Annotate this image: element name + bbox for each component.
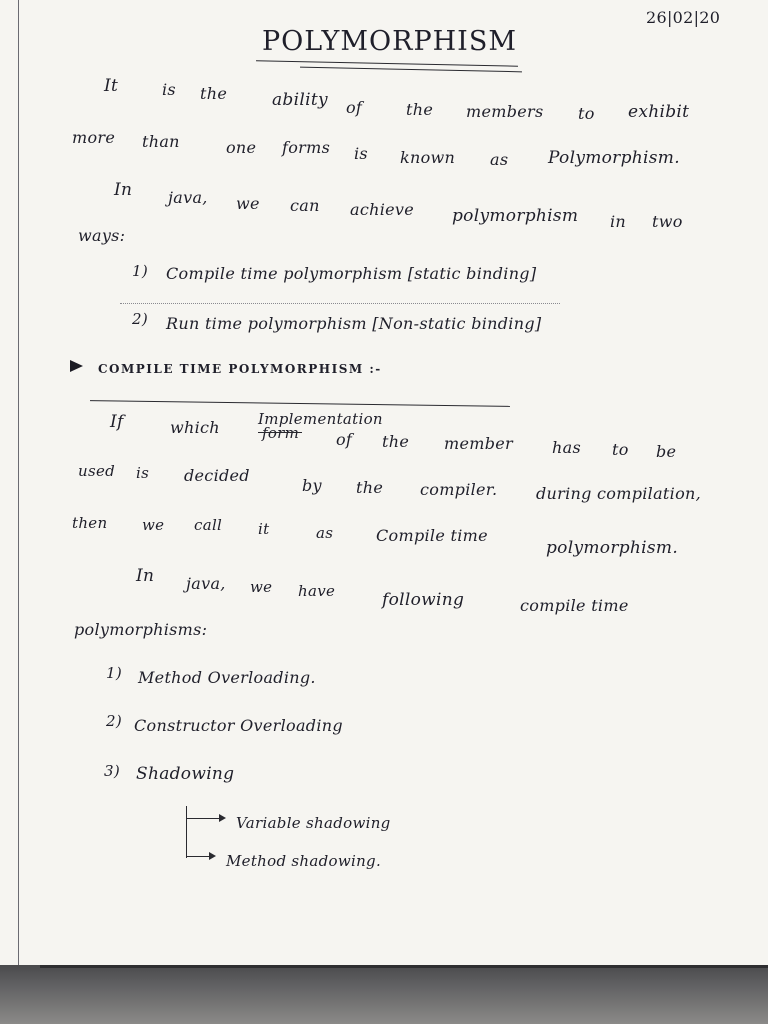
section-heading: COMPILE TIME POLYMORPHISM :- [98, 362, 382, 376]
word: the [356, 478, 384, 497]
word: to [612, 440, 629, 459]
word: we [142, 516, 165, 534]
title-underline [256, 60, 518, 66]
word: members [466, 102, 544, 121]
word: java, [186, 574, 226, 593]
word: compile time [520, 596, 629, 615]
list-item: Constructor Overloading [134, 716, 343, 735]
word: has [552, 438, 581, 457]
tree-branch [186, 856, 210, 857]
word: as [490, 150, 509, 169]
word: ways: [78, 226, 126, 245]
heading-underline [90, 400, 510, 407]
word: two [652, 212, 683, 231]
title-underline-2 [300, 67, 522, 73]
word: member [444, 434, 513, 453]
word: the [406, 100, 434, 119]
word: the [200, 84, 228, 103]
word: can [290, 196, 320, 215]
word: If [110, 412, 124, 432]
date: 26|02|20 [646, 8, 721, 27]
word: which [170, 418, 220, 437]
arrow-right-icon [209, 852, 216, 860]
sub-item: Variable shadowing [236, 814, 391, 832]
struck-word: form [262, 424, 300, 442]
word: by [302, 476, 322, 495]
word: of [336, 430, 353, 449]
list-number: 3) [104, 762, 120, 780]
word: java, [168, 188, 208, 207]
list-item: Run time polymorphism [Non-static binding] [166, 314, 542, 333]
margin-line [18, 0, 19, 965]
list-number: 2) [132, 310, 148, 328]
word: In [136, 566, 155, 586]
word: known [400, 148, 456, 167]
bullet-arrow-icon [70, 360, 83, 372]
word: polymorphism. [546, 538, 679, 558]
word: achieve [350, 200, 414, 219]
sub-item: Method shadowing. [226, 852, 382, 870]
word: It [104, 76, 119, 96]
word: is [136, 464, 150, 482]
word: exhibit [628, 102, 690, 122]
tree-branch [186, 818, 220, 819]
inserted-word: Implementation [258, 410, 383, 428]
word: we [250, 578, 273, 596]
word: in [610, 212, 627, 231]
word: be [656, 442, 677, 461]
word: as [316, 524, 334, 542]
strike-line [258, 432, 302, 433]
word: have [298, 582, 336, 600]
word: polymorphisms: [74, 620, 208, 639]
word: then [72, 514, 108, 532]
word: In [114, 180, 133, 200]
arrow-right-icon [219, 814, 226, 822]
list-number: 1) [132, 262, 148, 280]
list-item: Shadowing [136, 764, 235, 784]
word: than [142, 132, 180, 151]
word: to [578, 104, 595, 123]
word: compiler. [420, 480, 498, 499]
word: we [236, 194, 260, 213]
dotted-line [120, 303, 560, 304]
word: decided [184, 466, 250, 485]
list-number: 1) [106, 664, 122, 682]
word: is [354, 144, 368, 163]
word: it [258, 520, 270, 538]
word: one [226, 138, 257, 157]
word: forms [282, 138, 331, 157]
word: ability [272, 90, 328, 110]
list-item: Method Overloading. [138, 668, 316, 687]
word: following [382, 590, 465, 610]
word: Compile time [376, 526, 488, 545]
list-number: 2) [106, 712, 122, 730]
word: during compilation, [536, 484, 701, 503]
tree-branch [186, 806, 187, 858]
word: Polymorphism. [548, 148, 680, 168]
list-item: Compile time polymorphism [static binding] [166, 264, 537, 283]
word: of [346, 98, 363, 117]
scan-shadow [0, 965, 768, 1024]
word: call [194, 516, 223, 534]
word: polymorphism [452, 206, 579, 226]
word: more [72, 128, 116, 147]
word: used [78, 462, 116, 480]
page-title: POLYMORPHISM [262, 26, 517, 57]
word: is [162, 80, 176, 99]
word: the [382, 432, 410, 451]
